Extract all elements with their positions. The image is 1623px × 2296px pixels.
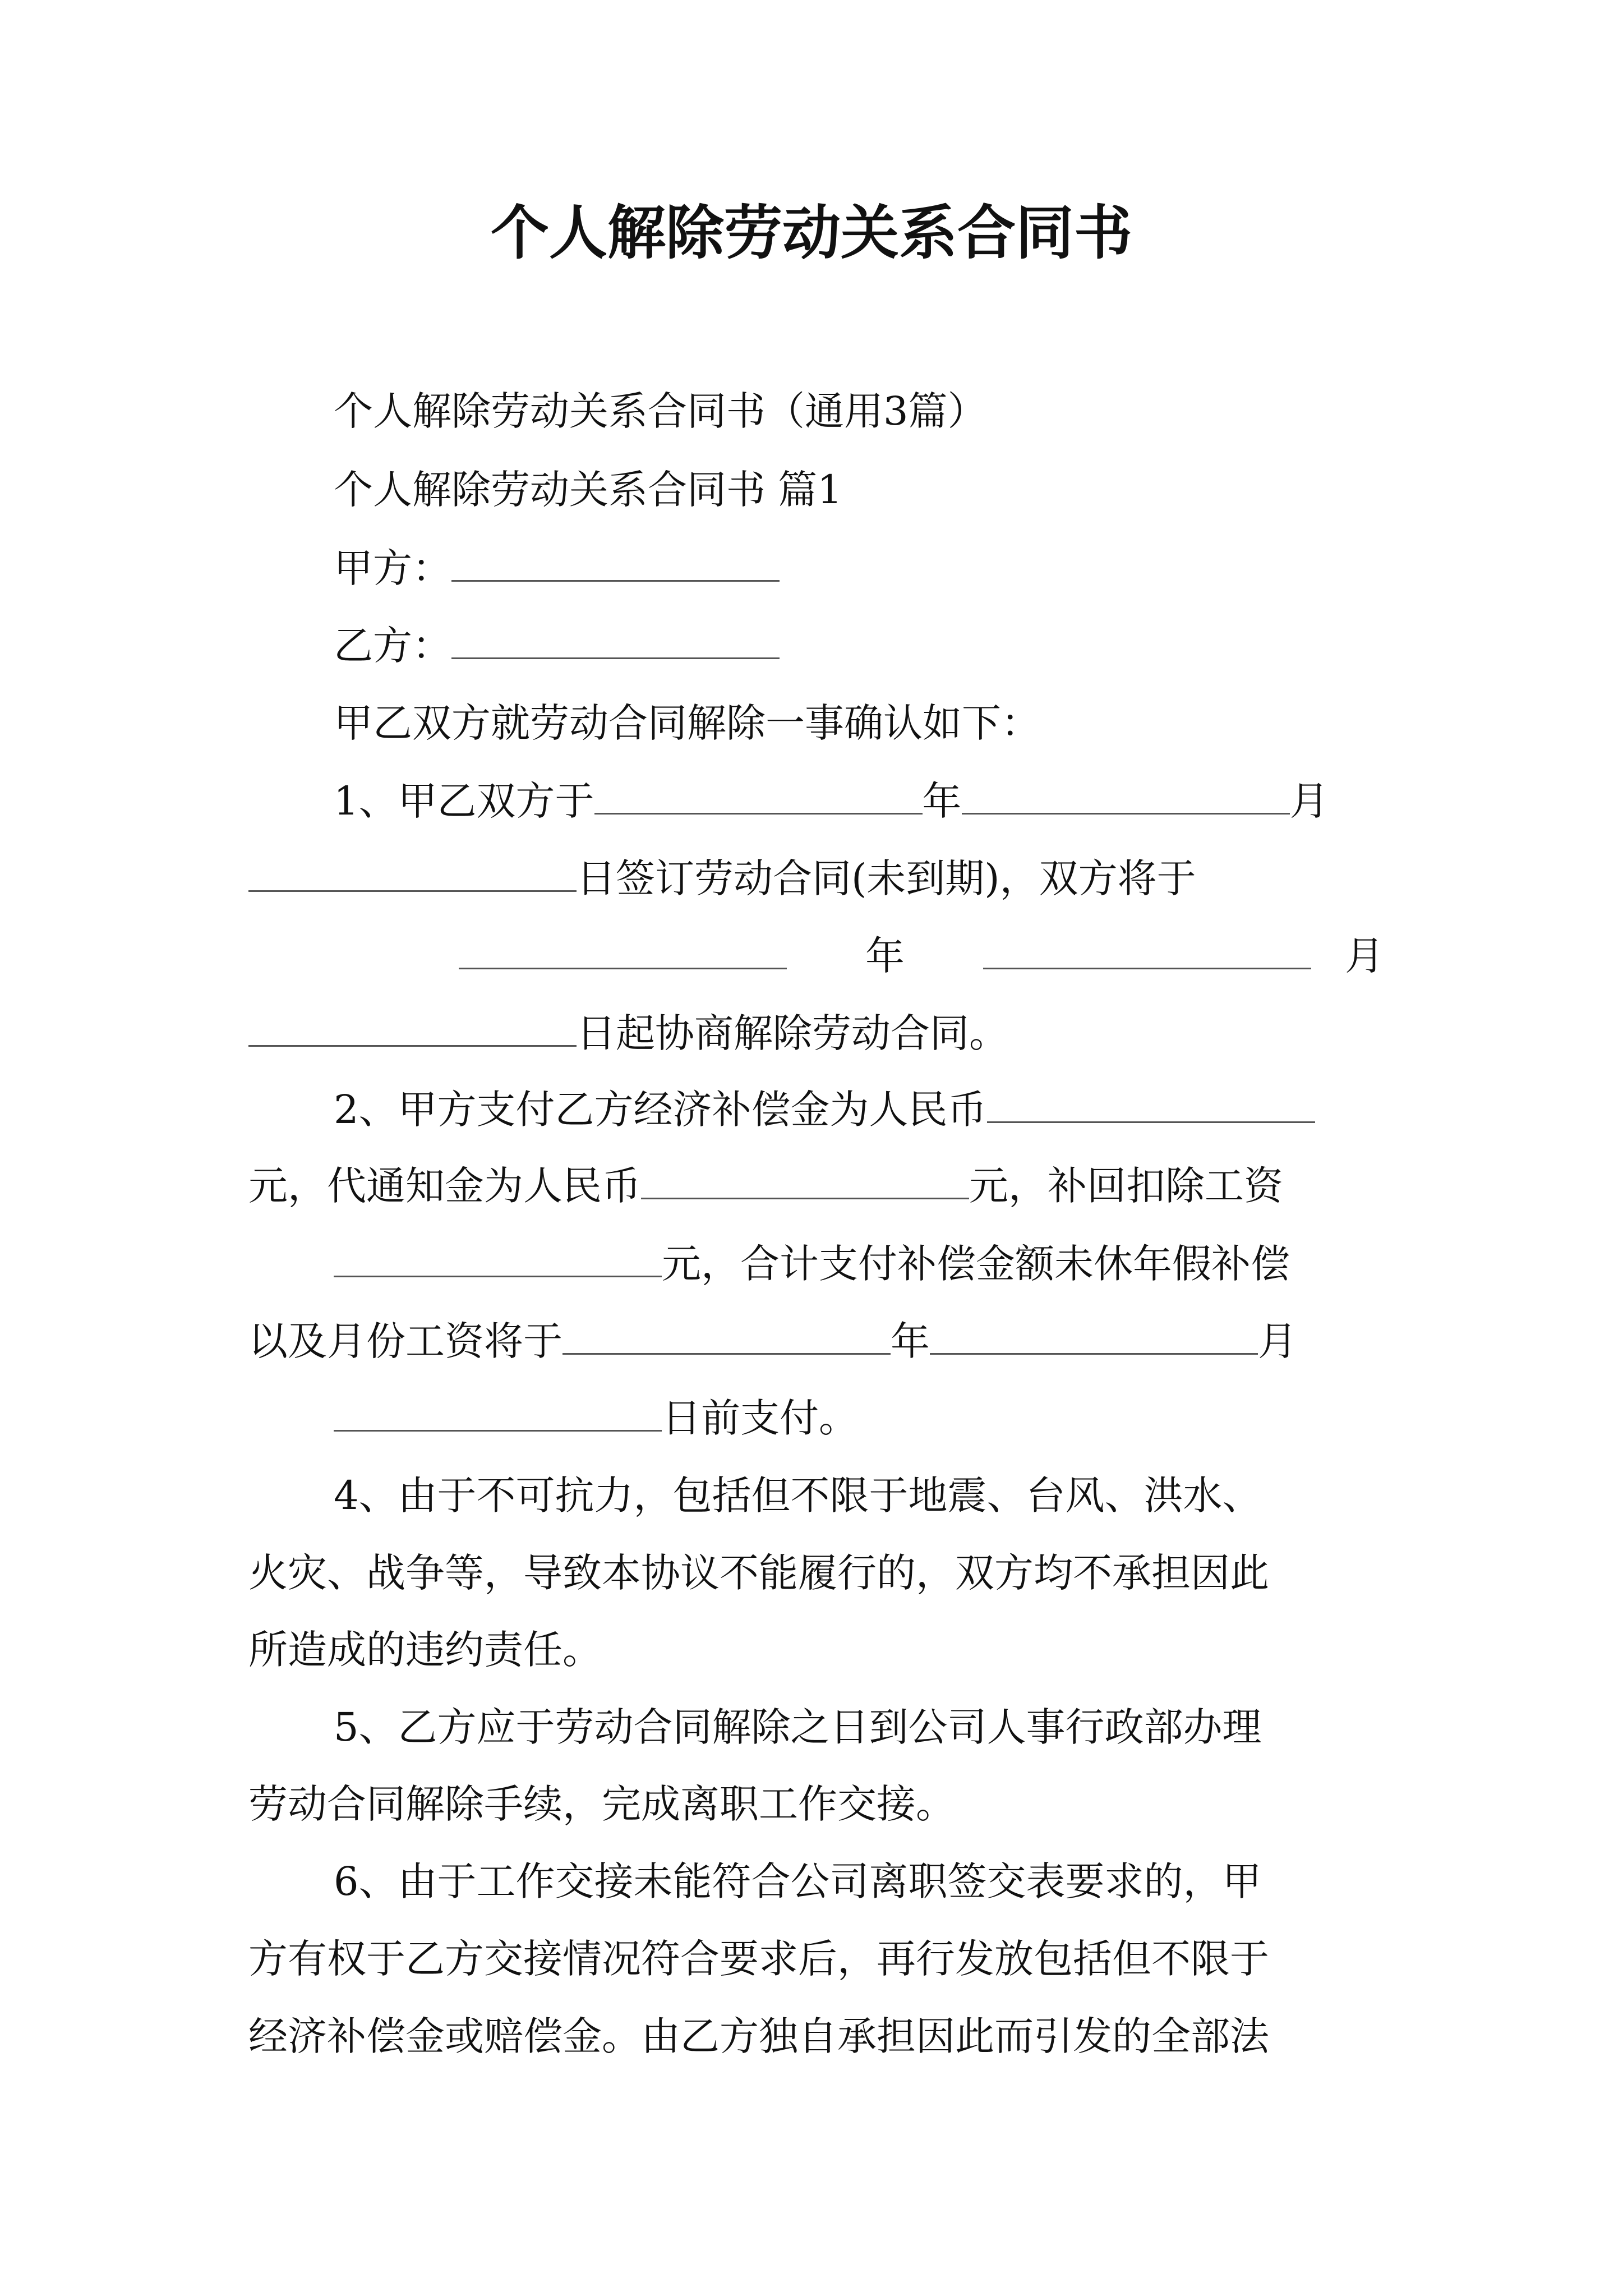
clause1-line2 <box>248 845 1196 912</box>
section-heading: 个人解除劳动关系合同书 篇1 <box>334 467 842 513</box>
clause1-end-text: 日起协商解除劳动合同。 <box>577 1010 1008 1056</box>
clause1-year2-label: 年 <box>865 933 905 979</box>
payment-day-blank[interactable] <box>334 1397 662 1432</box>
clause2-line3 <box>334 1230 1290 1297</box>
clause4-line2: 火灾、战争等，导致本协议不能履行的，双方均不承担因此 <box>248 1550 1269 1596</box>
clause1-year-label: 年 <box>922 778 962 824</box>
intro-text: 甲乙双方就劳动合同解除一事确认如下： <box>334 700 1040 746</box>
clause6-line1: 6、由于工作交接未能符合公司离职签交表要求的，甲 <box>334 1858 1262 1904</box>
clause2-notice-text: 元，代通知金为人民币 <box>248 1163 641 1209</box>
compensation-blank[interactable] <box>987 1089 1315 1123</box>
clause1-year-blank[interactable] <box>594 780 923 815</box>
clause4-line1: 4、由于不可抗力，包括但不限于地震、台风、洪水、 <box>334 1473 1262 1519</box>
clause1-line3 <box>459 922 1311 990</box>
document-subtitle: 个人解除劳动关系合同书（通用3篇） <box>334 388 987 434</box>
notice-pay-blank[interactable] <box>641 1165 969 1199</box>
clause2-line5 <box>334 1384 858 1452</box>
party-b-line <box>334 612 780 679</box>
party-a-blank[interactable] <box>451 547 780 582</box>
clause4-line3: 所造成的违约责任。 <box>248 1627 602 1673</box>
clause6-line3: 经济补偿金或赔偿金。由乙方独自承担因此而引发的全部法 <box>248 2013 1269 2059</box>
clause6-line2: 方有权于乙方交接情况符合要求后，再行发放包括但不限于 <box>248 1936 1269 1982</box>
payment-year-blank[interactable] <box>562 1320 891 1355</box>
clause1-month-label: 月 <box>1289 778 1329 824</box>
party-b-label: 乙方： <box>334 623 451 669</box>
clause5-line1: 5、乙方应于劳动合同解除之日到公司人事行政部办理 <box>334 1704 1262 1750</box>
clause2-end-text: 日前支付。 <box>662 1395 858 1441</box>
payment-year-label: 年 <box>891 1318 930 1364</box>
clause1-month2-label: 月 <box>1345 933 1384 979</box>
clause2-line4 <box>248 1308 1297 1375</box>
clause1-start: 1、甲乙双方于 <box>334 778 594 824</box>
payment-month-label: 月 <box>1258 1318 1297 1364</box>
document-title: 个人解除劳动关系合同书 <box>490 199 1132 267</box>
party-a-line <box>334 535 780 602</box>
clause1-sign-text: 日签订劳动合同(未到期)，双方将于 <box>577 855 1196 901</box>
clause5-line2: 劳动合同解除手续，完成离职工作交接。 <box>248 1781 955 1827</box>
clause1-month2-blank[interactable] <box>983 935 1311 969</box>
clause2-line1 <box>334 1076 1315 1143</box>
clause2-wage-text: 元，补回扣除工资 <box>969 1163 1283 1209</box>
clause1-month-blank[interactable] <box>962 780 1290 815</box>
clause2-line2 <box>248 1152 1283 1220</box>
clause1-line1 <box>334 767 1329 835</box>
clause1-line4 <box>248 1000 1008 1067</box>
clause2-start: 2、甲方支付乙方经济补偿金为人民币 <box>334 1087 987 1133</box>
clause2-total-text: 元，合计支付补偿金额未休年假补偿 <box>662 1241 1290 1287</box>
payment-month-blank[interactable] <box>930 1320 1258 1355</box>
party-b-blank[interactable] <box>451 625 780 659</box>
party-a-label: 甲方： <box>334 545 451 591</box>
clause2-salary-text: 以及月份工资将于 <box>248 1318 562 1364</box>
clause1-day2-blank[interactable] <box>248 1013 577 1047</box>
clause1-year2-blank[interactable] <box>459 935 787 969</box>
wage-refund-blank[interactable] <box>334 1243 662 1277</box>
clause1-day-blank[interactable] <box>248 858 577 892</box>
